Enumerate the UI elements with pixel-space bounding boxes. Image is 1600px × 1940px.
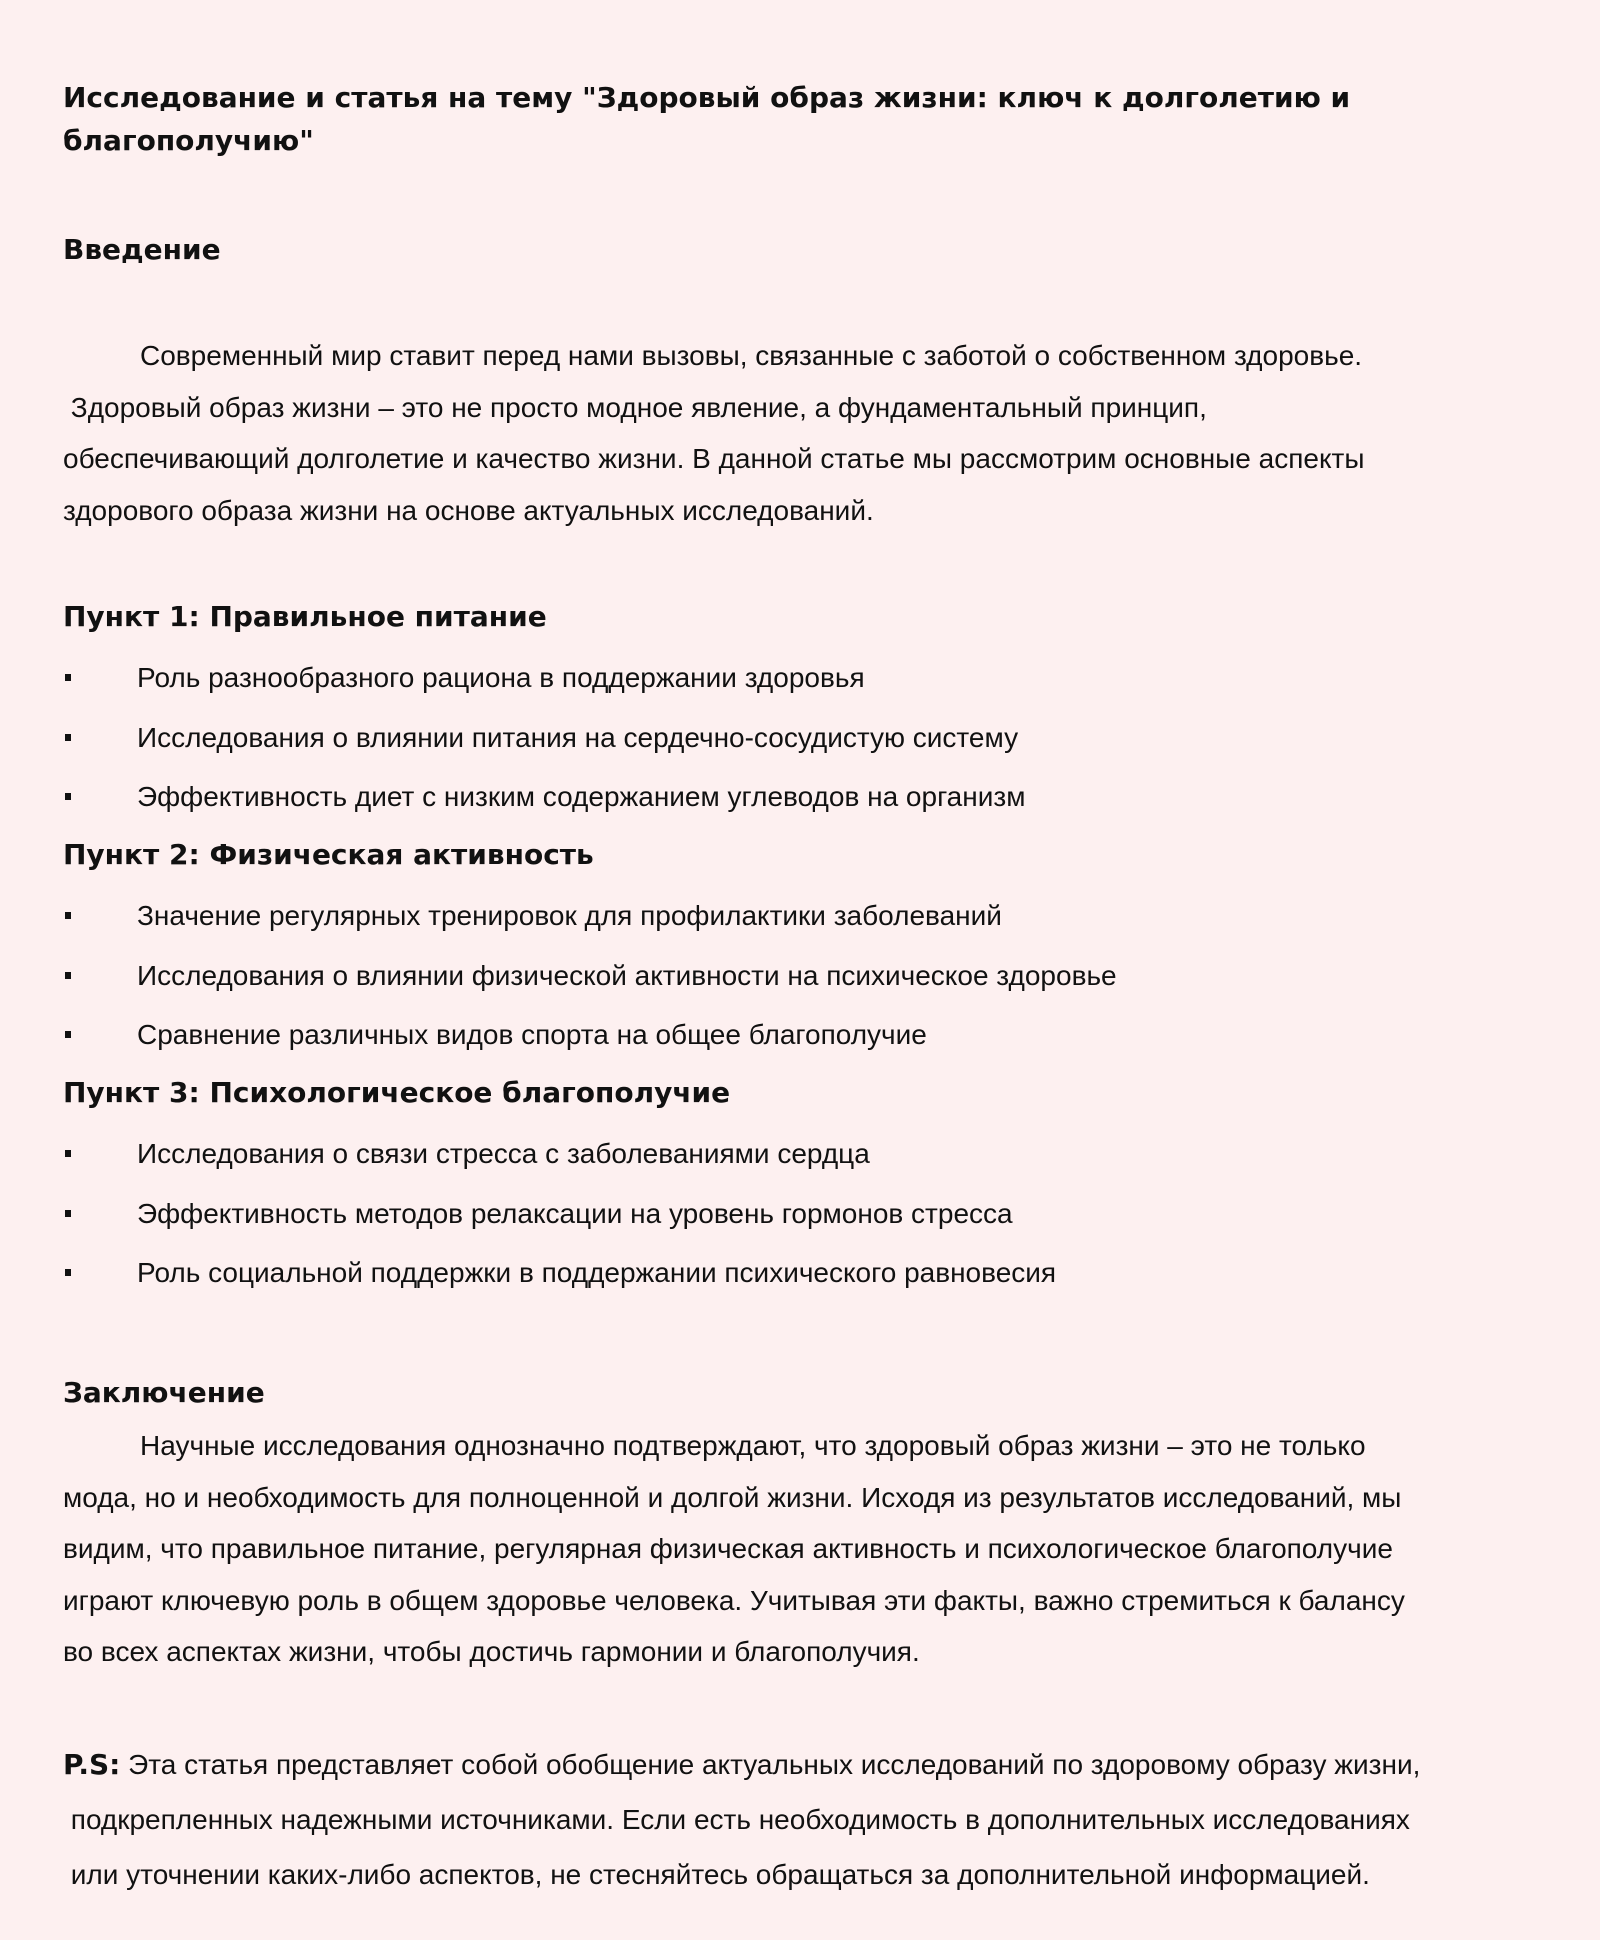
list-item-text: Значение регулярных тренировок для профилактики заболеваний xyxy=(137,900,1002,931)
intro-line: Здоровый образ жизни – это не просто модное явление, а фундаментальный принцип, xyxy=(63,391,1207,423)
bullet-square-icon xyxy=(65,674,71,681)
bullet-square-icon xyxy=(65,1269,71,1276)
ps-label: P.S: xyxy=(63,1748,121,1781)
bullet-square-icon xyxy=(65,1210,71,1217)
list-item-text: Роль социальной поддержки в поддержании психического равновесия xyxy=(137,1257,1057,1288)
intro-line: обеспечивающий долголетие и качество жизни. В данной статье мы рассмотрим основные аспекты xyxy=(63,443,1365,474)
section-3-heading: Пункт 3: Психологическое благополучие xyxy=(63,1076,731,1109)
section-1-heading: Пункт 1: Правильное питание xyxy=(63,600,547,633)
intro-line: здорового образа жизни на основе актуальных исследований. xyxy=(63,494,874,526)
bullet-square-icon xyxy=(65,1031,71,1038)
list-item-text: Эффективность методов релаксации на уровень гормонов стресса xyxy=(137,1197,1013,1229)
conclusion-line: во всех аспектах жизни, чтобы достичь гармонии и благополучия. xyxy=(63,1636,920,1667)
bullet-square-icon xyxy=(65,1150,71,1157)
bullet-square-icon xyxy=(65,734,71,741)
list-item-text: Исследования о связи стресса с заболеваниями сердца xyxy=(137,1138,870,1169)
intro-heading: Введение xyxy=(63,233,221,266)
conclusion-line: видим, что правильное питание, регулярная физическая активность и психологическое благополучие xyxy=(63,1533,1393,1564)
conclusion-heading: Заключение xyxy=(63,1376,265,1409)
intro-line: Современный мир ставит перед нами вызовы, связанные с заботой о собственном здоровье. xyxy=(140,340,1363,371)
document-title: Исследование и статья на тему "Здоровый образ жизни: ключ к долголетию и благополучию" xyxy=(63,81,1351,157)
intro-paragraph xyxy=(63,330,1543,536)
conclusion-line: играют ключевую роль в общем здоровье человека. Учитывая эти факты, важно стремиться к балансу xyxy=(63,1584,1405,1616)
ps-paragraph xyxy=(63,1737,1543,1902)
ps-line xyxy=(63,1737,1543,1792)
conclusion-line: Научные исследования однозначно подтверждают, что здоровый образ жизни – это не только xyxy=(140,1430,1366,1461)
bullet-square-icon xyxy=(65,972,71,979)
list-item-text: Сравнение различных видов спорта на общее благополучие xyxy=(137,1019,927,1050)
list-item-text: Исследования о влиянии питания на сердечно-сосудистую систему xyxy=(137,721,1019,753)
section-2-heading: Пункт 2: Физическая активность xyxy=(63,838,594,871)
conclusion-paragraph xyxy=(63,1420,1543,1678)
list-item-text: Эффективность диет с низким содержанием углеводов на организм xyxy=(137,781,1026,812)
bullet-square-icon xyxy=(65,912,71,919)
list-item-text: Исследования о влиянии физической активности на психическое здоровье xyxy=(137,959,1117,991)
list-item-text: Роль разнообразного рациона в поддержании здоровья xyxy=(137,662,865,693)
conclusion-line: мода, но и необходимость для полноценной и долгой жизни. Исходя из результатов исследований, мы xyxy=(63,1481,1402,1513)
bullet-square-icon xyxy=(65,793,71,800)
ps-line-text: Эта статья представляет собой обобщение актуальных исследований по здоровому образу жизни, xyxy=(120,1749,1421,1780)
ps-line: подкрепленных надежными источниками. Если есть необходимость в дополнительных исследованиях xyxy=(63,1804,1410,1835)
ps-line: или уточнении каких-либо аспектов, не стесняйтесь обращаться за дополнительной информацией. xyxy=(63,1859,1370,1890)
